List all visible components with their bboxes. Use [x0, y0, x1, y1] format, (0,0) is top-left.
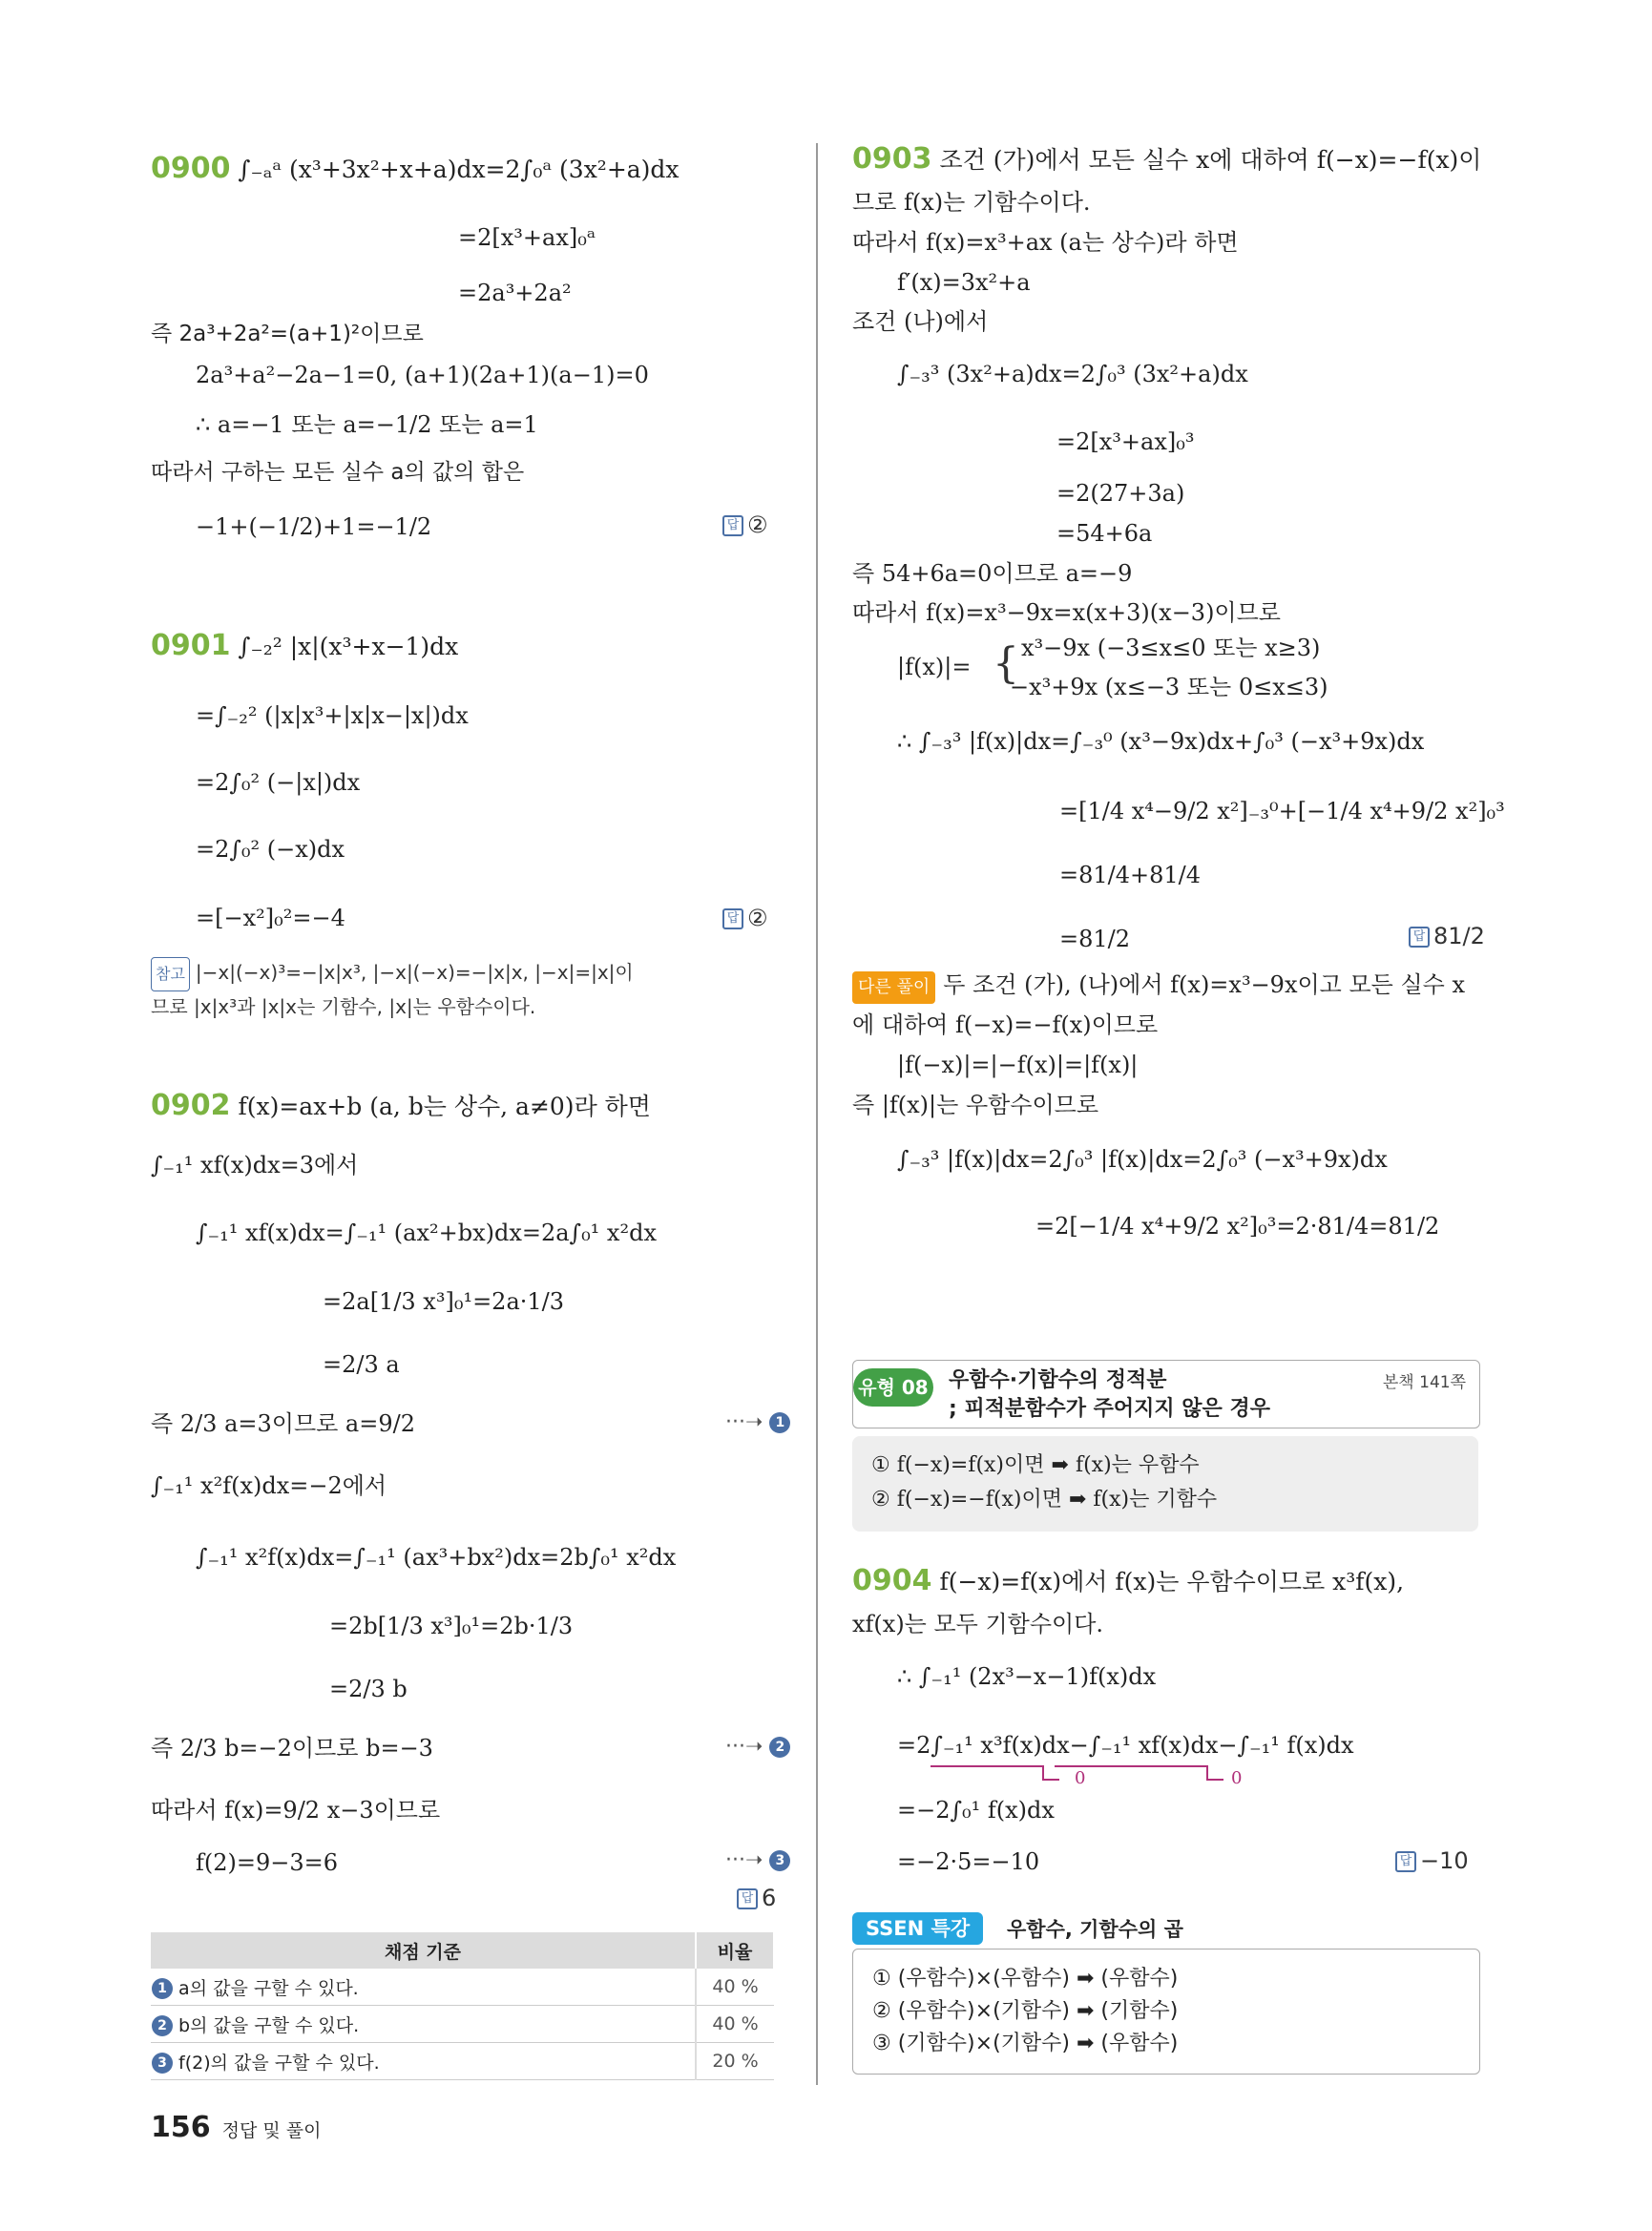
piecewise-case-1: x³−9x (−3≤x≤0 또는 x≥3): [1021, 635, 1321, 661]
problem-0903-line-16: =81/2: [1059, 926, 1131, 952]
ssen-title: 우함수, 기함수의 곱: [1007, 1918, 1183, 1941]
underline-1-end: [1042, 1779, 1059, 1781]
answer-icon: 답: [1409, 927, 1430, 948]
footer-text: 정답 및 풀이: [221, 2120, 322, 2141]
zero-label-2: 0: [1231, 1768, 1243, 1788]
ssen-badge: SSEN 특강: [852, 1912, 983, 1945]
table-row: 1 a의 값을 구할 수 있다. 40 %: [151, 1969, 774, 2006]
type-rule-2: ② f(−x)=−f(x)이면 ➡ f(x)는 기함수: [871, 1488, 1218, 1512]
zero-label-1: 0: [1075, 1768, 1086, 1788]
problem-0903-line-8: =2(27+3a): [1056, 480, 1185, 507]
alt-solution-line-1: 다른 풀이 두 조건 (가), (나)에서 f(x)=x³−9x이고 모든 실수 x: [852, 969, 1465, 1004]
step-marker-3: ···➝ 3: [725, 1848, 790, 1872]
alt-solution-line-4: 즉 |f(x)|는 우함수이므로: [852, 1092, 1099, 1118]
reference-note-line-2: 므로 |x|x³과 |x|x는 기함수, |x|는 우함수이다.: [151, 995, 536, 1018]
piecewise-label: |f(x)|=: [897, 654, 972, 680]
problem-0904-line-4: =2∫₋₁¹ x³f(x)dx−∫₋₁¹ xf(x)dx−∫₋₁¹ f(x)dx: [897, 1732, 1354, 1759]
answer-0902: 답 6: [737, 1885, 776, 1911]
ssen-rule-2: ② (우함수)×(기함수) ➡ (기함수): [872, 1999, 1179, 2023]
problem-0902-line-7: ∫₋₁¹ x²f(x)dx=−2에서: [151, 1472, 387, 1499]
piecewise-case-2: −x³+9x (x≤−3 또는 0≤x≤3): [1010, 674, 1328, 700]
answer-0904: 답 −10: [1395, 1847, 1469, 1874]
problem-number: 0901: [151, 629, 231, 662]
answer-icon: 답: [722, 515, 743, 536]
problem-0903-line-14: =[1/4 x⁴−9/2 x²]₋₃⁰+[−1/4 x⁴+9/2 x²]₀³: [1059, 798, 1505, 824]
alt-solution-badge: 다른 풀이: [852, 971, 935, 1004]
problem-0903-line-11: 따라서 f(x)=x³−9x=x(x+3)(x−3)이므로: [852, 599, 1281, 626]
problem-0903-line-5: 조건 (나)에서: [852, 308, 989, 335]
underline-1: [931, 1765, 1043, 1767]
problem-0903-line-6: ∫₋₃³ (3x²+a)dx=2∫₀³ (3x²+a)dx: [897, 361, 1248, 387]
problem-0903-line-4: f′(x)=3x²+a: [897, 269, 1031, 296]
problem-0904-line-5: =−2∫₀¹ f(x)dx: [897, 1797, 1055, 1824]
problem-0902-line-3: ∫₋₁¹ xf(x)dx=∫₋₁¹ (ax²+bx)dx=2a∫₀¹ x²dx: [196, 1220, 657, 1246]
problem-0902-line-13: f(2)=9−3=6: [196, 1849, 339, 1876]
problem-number: 0902: [151, 1089, 231, 1122]
problem-0902-line-6: 즉 2/3 a=3이므로 a=9/2: [151, 1410, 415, 1437]
problem-0902-line-11: 즉 2/3 b=−2이므로 b=−3: [151, 1735, 433, 1762]
problem-0903-line-13: ∴ ∫₋₃³ |f(x)|dx=∫₋₃⁰ (x³−9x)dx+∫₀³ (−x³+9x)dx: [897, 728, 1425, 755]
answer-icon: 답: [1395, 1851, 1416, 1872]
problem-0901-line-2: =∫₋₂² (|x|x³+|x|x−|x|)dx: [196, 702, 469, 729]
underline-1-tick: [1042, 1765, 1044, 1779]
problem-0900-line-2: =2[x³+ax]₀ᵃ: [458, 224, 596, 251]
problem-0901-line-4: =2∫₀² (−x)dx: [196, 836, 345, 863]
problem-0904-line-2: xf(x)는 모두 기함수이다.: [852, 1611, 1104, 1637]
answer-icon: 답: [737, 1888, 758, 1909]
problem-0900-line-5: 2a³+a²−2a−1=0, (a+1)(2a+1)(a−1)=0: [196, 362, 649, 388]
problem-0903-line-2: 므로 f(x)는 기함수이다.: [852, 189, 1091, 216]
problem-0900-line-3: =2a³+2a²: [458, 280, 572, 306]
type-title: 우함수·기함수의 정적분 ; 피적분함수가 주어지지 않은 경우: [949, 1368, 1270, 1421]
problem-0902-line-9: =2b[1/3 x³]₀¹=2b·1/3: [329, 1613, 574, 1639]
grading-header: [151, 1932, 774, 1969]
problem-0900-line-6: ∴ a=−1 또는 a=−1/2 또는 a=1: [196, 411, 538, 438]
problem-0901-line-3: =2∫₀² (−|x|)dx: [196, 769, 361, 796]
answer-icon: 답: [722, 908, 743, 929]
step-marker-2: ···➝ 2: [725, 1735, 790, 1759]
page-footer: [151, 2111, 321, 2144]
problem-0902-line-4: =2a[1/3 x³]₀¹=2a·1/3: [323, 1288, 565, 1315]
problem-0904-line-6: =−2·5=−10: [897, 1848, 1040, 1875]
type-rule-1: ① f(−x)=f(x)이면 ➡ f(x)는 우함수: [871, 1453, 1200, 1477]
step-marker-1: ···➝ 1: [725, 1410, 790, 1434]
problem-0901-line-5: =[−x²]₀²=−4: [196, 905, 345, 931]
ssen-rule-3: ③ (기함수)×(기함수) ➡ (우함수): [872, 2032, 1179, 2055]
ssen-rule-1: ① (우함수)×(우함수) ➡ (우함수): [872, 1967, 1179, 1991]
grading-header-ratio: 비율: [696, 1932, 774, 1969]
problem-0902-line-5: =2/3 a: [323, 1351, 400, 1378]
type-badge: 유형 08: [853, 1368, 933, 1407]
problem-0903-line-15: =81/4+81/4: [1059, 862, 1202, 888]
reference-badge: 참고: [151, 957, 190, 991]
underline-2: [1055, 1765, 1207, 1767]
column-divider: [816, 143, 818, 2085]
answer-0900: 답 ②: [722, 511, 768, 538]
alt-solution-line-2: 에 대하여 f(−x)=−f(x)이므로: [852, 1011, 1159, 1038]
answer-0903: 답 81/2: [1409, 923, 1485, 949]
type-content-box: [852, 1436, 1478, 1532]
problem-0903-line-1: 0903 조건 (가)에서 모든 실수 x에 대하여 f(−x)=−f(x)이: [852, 142, 1482, 176]
alt-solution-line-6: =2[−1/4 x⁴+9/2 x²]₀³=2·81/4=81/2: [1035, 1213, 1440, 1240]
grading-header-criteria: 채점 기준: [151, 1932, 696, 1969]
table-row: 3 f(2)의 값을 구할 수 있다. 20 %: [151, 2043, 774, 2080]
problem-0904-line-3: ∴ ∫₋₁¹ (2x³−x−1)f(x)dx: [897, 1663, 1157, 1690]
answer-0901: 답 ②: [722, 905, 768, 931]
page-number: 156: [151, 2111, 211, 2144]
alt-solution-line-3: |f(−x)|=|−f(x)|=|f(x)|: [897, 1052, 1139, 1078]
problem-0900-line-8: −1+(−1/2)+1=−1/2: [196, 513, 432, 540]
problem-0903-line-7: =2[x³+ax]₀³: [1056, 428, 1195, 455]
problem-number: 0903: [852, 142, 932, 176]
problem-0902-line-1: 0902 f(x)=ax+b (a, b는 상수, a≠0)라 하면: [151, 1089, 651, 1122]
reference-note-line-1: 참고 |−x|(−x)³=−|x|x³, |−x|(−x)=−|x|x, |−x|=|x|이: [151, 956, 634, 991]
problem-0903-line-3: 따라서 f(x)=x³+ax (a는 상수)라 하면: [852, 229, 1239, 256]
problem-0900-line-1: 0900 ∫₋ₐᵃ (x³+3x²+x+a)dx=2∫₀ᵃ (3x²+a)dx: [151, 152, 680, 185]
problem-0901-line-1: 0901 ∫₋₂² |x|(x³+x−1)dx: [151, 629, 459, 662]
grading-table: [151, 1932, 775, 2080]
problem-0902-line-2: ∫₋₁¹ xf(x)dx=3에서: [151, 1152, 359, 1178]
problem-number: 0904: [852, 1564, 932, 1597]
underline-2-tick: [1206, 1765, 1208, 1779]
problem-0904-line-1: 0904 f(−x)=f(x)에서 f(x)는 우함수이므로 x³f(x),: [852, 1564, 1405, 1597]
type-header-box: [852, 1360, 1480, 1428]
problem-number: 0900: [151, 152, 231, 185]
problem-0903-line-9: =54+6a: [1056, 520, 1153, 547]
type-page-ref: 본책 141쪽: [1382, 1373, 1466, 1392]
underline-2-end: [1206, 1779, 1223, 1781]
alt-solution-line-5: ∫₋₃³ |f(x)|dx=2∫₀³ |f(x)|dx=2∫₀³ (−x³+9x)dx: [897, 1146, 1388, 1173]
ssen-box: [852, 1949, 1480, 2075]
piecewise-brace: {: [993, 639, 1019, 688]
problem-0902-line-10: =2/3 b: [329, 1676, 408, 1702]
problem-0903-line-10: 즉 54+6a=0이므로 a=−9: [852, 560, 1133, 587]
problem-0902-line-12: 따라서 f(x)=9/2 x−3이므로: [151, 1797, 441, 1824]
problem-0902-line-8: ∫₋₁¹ x²f(x)dx=∫₋₁¹ (ax³+bx²)dx=2b∫₀¹ x²dx: [196, 1544, 677, 1571]
problem-0900-line-4: 즉 2a³+2a²=(a+1)²이므로: [151, 322, 424, 346]
table-row: 2 b의 값을 구할 수 있다. 40 %: [151, 2006, 774, 2043]
problem-0900-line-7: 따라서 구하는 모든 실수 a의 값의 합은: [151, 460, 525, 485]
